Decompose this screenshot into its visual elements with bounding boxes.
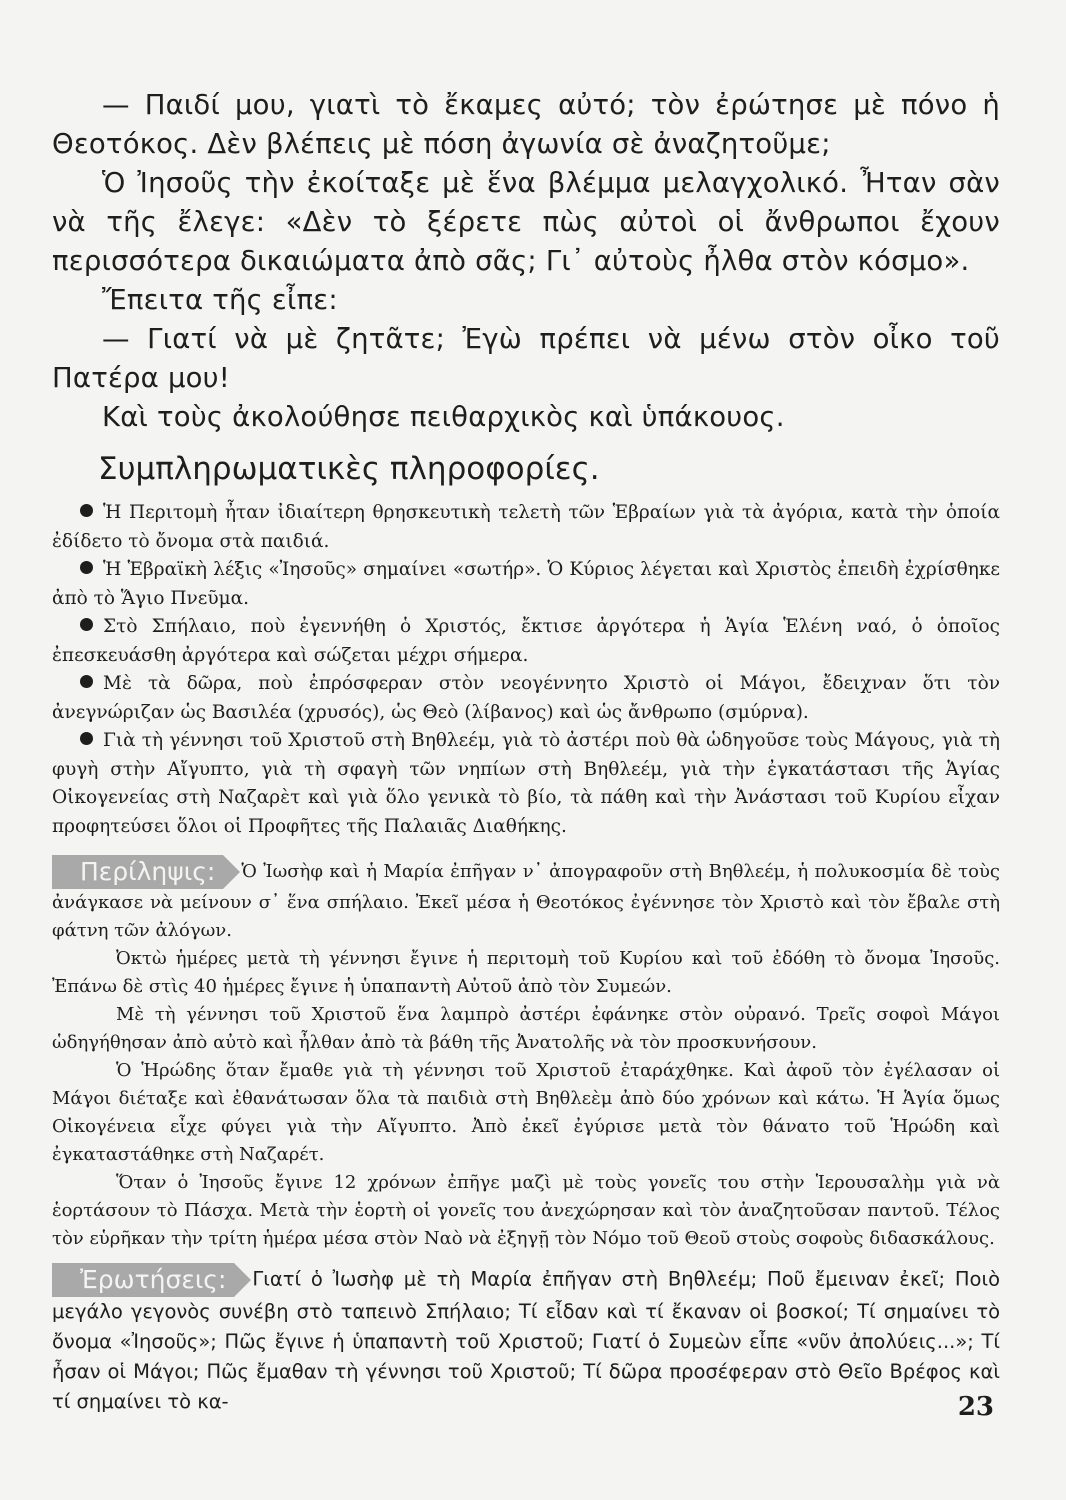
questions-label: Ἐρωτήσεις: — [52, 1263, 234, 1297]
note-text-1: Ἡ Περιτομὴ ἦταν ἰδιαίτερη θρησκευτικὴ τελετὴ τῶν Ἑβραίων γιὰ τὰ ἀγόρια, κατὰ τὴν ὁποία ἐδίδετο τὸ ὄνομα στὰ παιδιά. — [52, 502, 1000, 552]
bullet-icon — [80, 504, 93, 517]
summary-text-1: Ὁ Ἰωσὴφ καὶ ἡ Μαρία ἐπῆγαν ν᾽ ἀπογραφοῦν στὴ Βηθλεέμ, ἡ πολυκοσμία δὲ τοὺς ἀνάγκασε νὰ μείνουν σ᾽ ἕνα σπήλαιο. Ἐκεῖ μέσα ἡ Θεοτόκος ἐγέννησε τὸν Χριστὸ καὶ τὸν ἔβαλε στὴ φάτνη τῶν ἀλόγων. — [52, 861, 1000, 941]
questions-paragraph — [52, 1263, 1000, 1417]
summary-paragraph-1 — [52, 855, 1000, 945]
questions-section — [52, 1263, 1000, 1417]
bullet-icon — [80, 618, 93, 631]
page-number: 23 — [957, 1392, 994, 1422]
bullet-icon — [80, 561, 93, 574]
note-item-1 — [52, 499, 1000, 556]
questions-text: Γιατί ὁ Ἰωσὴφ μὲ τὴ Μαρία ἐπῆγαν στὴ Βηθλεέμ; Ποῦ ἔμειναν ἐκεῖ; Ποιὸ μεγάλο γεγονὸς συνέβη στὸ ταπεινὸ Σπήλαιο; Τί εἶδαν καὶ τί ἔκαναν οἱ βοσκοί; Τί σημαίνει τὸ ὄνομα «Ἰησοῦς»; Πῶς ἔγινε ἡ ὑπαπαντὴ τοῦ Χριστοῦ; Γιατί ὁ Συμεὼν εἶπε «νῦν ἀπολύεις...»; Τί ἦσαν οἱ Μάγοι; Πῶς ἔμαθαν τὴ γέννησι τοῦ Χριστοῦ; Τί δῶρα προσέφεραν στὸ Θεῖο Βρέφος καὶ τί σημαίνει τὸ κα- — [52, 1267, 1000, 1413]
note-item-3 — [52, 613, 1000, 670]
dialogue-paragraph-4: — Γιατί νὰ μὲ ζητᾶτε; Ἐγὼ πρέπει νὰ μένω στὸν οἶκο τοῦ Πατέρα μου! — [52, 323, 1000, 394]
note-item-4 — [52, 670, 1000, 727]
summary-paragraph-4: Ὁ Ἡρώδης ὅταν ἔμαθε γιὰ τὴ γέννησι τοῦ Χριστοῦ ἐταράχθηκε. Καὶ ἀφοῦ τὸν ἐγέλασαν οἱ Μάγοι διέταξε καὶ ἐθανάτωσαν ὅλα τὰ παιδιὰ στὴ Βηθλεὲμ ἀπὸ δύο χρόνων καὶ κάτω. Ἡ Ἁγία ὅμως Οἰκογένεια εἶχε φύγει γιὰ τὴν Αἴγυπτο. Ἀπὸ ἐκεῖ ἐγύρισε μετὰ τὸν θάνατο τοῦ Ἡρώδη καὶ ἐγκαταστάθηκε στὴ Ναζαρέτ. — [52, 1060, 1000, 1165]
bullet-icon — [80, 732, 93, 745]
dialogue-paragraph-2: Ὁ Ἰησοῦς τὴν ἐκοίταξε μὲ ἕνα βλέμμα μελαγχολικό. Ἦταν σὰν νὰ τῆς ἔλεγε: «Δὲν τὸ ξέρετε πὼς αὐτοὶ οἱ ἄνθρωποι ἔχουν περισσότερα δικαιώματα ἀπὸ σᾶς; Γι᾽ αὐτοὺς ἦλθα στὸν κόσμο». — [52, 167, 1000, 277]
summary-paragraph-5: Ὅταν ὁ Ἰησοῦς ἔγινε 12 χρόνων ἐπῆγε μαζὶ μὲ τοὺς γονεῖς του στὴν Ἱερουσαλὴμ γιὰ νὰ ἑορτάσουν τὸ Πάσχα. Μετὰ τὴν ἑορτὴ οἱ γονεῖς του ἀνεχώρησαν καὶ τὸν ἀναζητοῦσαν παντοῦ. Τέλος τὸν εὑρῆκαν τὴν τρίτη ἡμέρα μέσα στὸν Ναὸ νὰ ἐξηγῇ τὸν Νόμο τοῦ Θεοῦ στοὺς σοφοὺς διδασκάλους. — [52, 1172, 1000, 1249]
note-text-3: Στὸ Σπήλαιο, ποὺ ἐγεννήθη ὁ Χριστός, ἔκτισε ἀργότερα ἡ Ἁγία Ἑλένη ναό, ὁ ὁποῖος ἐπεσκευάσθη ἀργότερα καὶ σώζεται μέχρι σήμερα. — [52, 616, 1000, 666]
dialogue-paragraph-3: Ἔπειτα τῆς εἶπε: — [102, 284, 338, 316]
notes-title: Συμπληρωματικὲς πληροφορίες. — [98, 451, 600, 487]
notes-section — [52, 499, 1000, 841]
note-text-2: Ἡ Ἑβραϊκὴ λέξις «Ἰησοῦς» σημαίνει «σωτήρ». Ὁ Κύριος λέγεται καὶ Χριστὸς ἐπειδὴ ἐχρίσθηκε ἀπὸ τὸ Ἅγιο Πνεῦμα. — [52, 559, 1000, 609]
note-text-5: Γιὰ τὴ γέννησι τοῦ Χριστοῦ στὴ Βηθλεέμ, γιὰ τὸ ἀστέρι ποὺ θὰ ὡδηγοῦσε τοὺς Μάγους, γιὰ τὴ φυγὴ στὴν Αἴγυπτο, γιὰ τὴ σφαγὴ τῶν νηπίων στὴ Βηθλεέμ, γιὰ τὴν ἐγκατάστασι τῆς Ἁγίας Οἰκογενείας στὴ Ναζαρὲτ καὶ γιὰ ὅλο γενικὰ τὸ βίο, τὰ πάθη καὶ τὴν Ἀνάστασι τοῦ Κυρίου εἶχαν προφητεύσει ὅλοι οἱ Προφῆτες τῆς Παλαιᾶς Διαθήκης. — [52, 730, 1000, 837]
dialogue-paragraph-1: — Παιδί μου, γιατὶ τὸ ἔκαμες αὐτό; τὸν ἐρώτησε μὲ πόνο ἡ Θεοτόκος. Δὲν βλέπεις μὲ πόση ἀγωνία σὲ ἀναζητοῦμε; — [52, 89, 1000, 160]
note-item-5 — [52, 727, 1000, 841]
summary-section — [52, 855, 1000, 1253]
dialogue-section — [52, 86, 1000, 437]
note-text-4: Μὲ τὰ δῶρα, ποὺ ἐπρόσφεραν στὸν νεογέννητο Χριστὸ οἱ Μάγοι, ἔδειχναν ὅτι τὸν ἀνεγνώριζαν ὡς Βασιλέα (χρυσός), ὡς Θεὸ (λίβανος) καὶ ὡς ἄνθρωπο (σμύρνα). — [52, 673, 1000, 723]
summary-paragraph-3: Μὲ τὴ γέννησι τοῦ Χριστοῦ ἕνα λαμπρὸ ἀστέρι ἐφάνηκε στὸν οὐρανό. Τρεῖς σοφοὶ Μάγοι ὡδηγήθησαν ἀπὸ αὐτὸ καὶ ἦλθαν ἀπὸ τὰ βάθη τῆς Ἀνατολῆς νὰ τὸν προσκυνήσουν. — [52, 1004, 1000, 1053]
summary-label: Περίληψις: — [52, 855, 223, 889]
summary-paragraph-2: Ὀκτὼ ἡμέρες μετὰ τὴ γέννησι ἔγινε ἡ περιτομὴ τοῦ Κυρίου καὶ τοῦ ἐδόθη τὸ ὄνομα Ἰησοῦς. Ἐπάνω δὲ στὶς 40 ἡμέρες ἔγινε ἡ ὑπαπαντὴ Αὐτοῦ ἀπὸ τὸν Συμεών. — [52, 948, 1000, 997]
note-item-2 — [52, 556, 1000, 613]
bullet-icon — [80, 675, 93, 688]
dialogue-paragraph-5: Καὶ τοὺς ἀκολούθησε πειθαρχικὸς καὶ ὑπάκουος. — [102, 401, 785, 433]
